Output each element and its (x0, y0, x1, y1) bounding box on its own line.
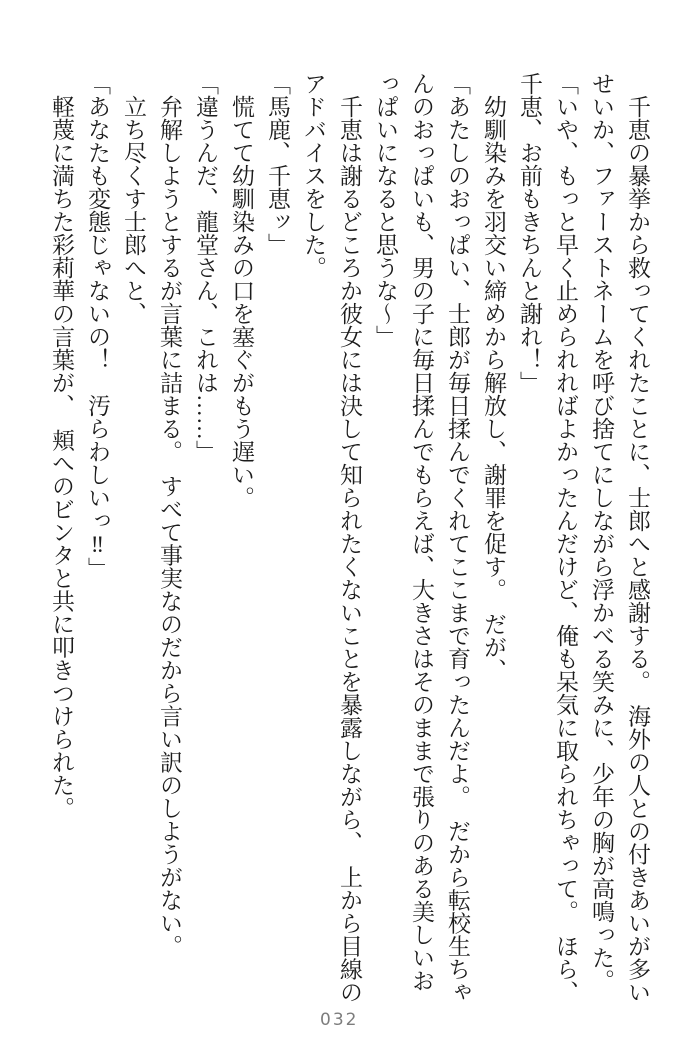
text-column: っぱいになると思うな〜」 (373, 72, 398, 348)
text-column: 千恵の暴挙から救ってくれたことに、士郎へと感謝する。 海外の人との付きあいが多い (625, 72, 650, 1004)
page-number: 032 (320, 1010, 359, 1030)
text-column: んのおっぱいも、男の子に毎日揉んでもらえば、大きさはそのままで張りのある美しいお (409, 72, 434, 992)
text-column: 「馬鹿、千恵ッ」 (265, 72, 290, 256)
text-column: 「あなたも変態じゃないの！ 汚らわしいっ‼」 (85, 72, 110, 580)
text-column: 「いや、もっと早く止められればよかったんだけど、俺も呆気に取られちゃって。 ほら、 (553, 72, 578, 1004)
text-column: 慌てて幼馴染みの口を塞ぐがもう遅い。 (229, 72, 254, 509)
text-column: 「あたしのおっぱい、士郎が毎日揉んでくれてここまで育ったんだよ。 だから転校生ちゃ (445, 72, 470, 1004)
text-column: アドバイスをした。 (301, 72, 326, 279)
text-column: せいか、ファーストネームを呼び捨てにしながら浮かべる笑みに、少年の胸が高鳴った。 (589, 72, 614, 992)
text-column: 軽蔑に満ちた彩莉華の言葉が、 頬へのビンタと共に叩きつけられた。 (49, 72, 74, 820)
text-column: 立ち尽くす士郎へと、 (121, 72, 146, 325)
text-column: 「違うんだ、龍堂さん、これは……」 (193, 72, 218, 463)
text-column: 千恵、お前もきちんと謝れ！」 (517, 72, 542, 394)
text-column: 幼馴染みを羽交い締めから解放し、謝罪を促す。 だが、 (481, 72, 506, 682)
text-column: 弁解しようとするが言葉に詰まる。 すべて事実なのだから言い訳のしようがない。 (157, 72, 182, 958)
text-column: 千恵は謝るどころか彼女には決して知られたくないことを暴露しながら、 上から目線の (337, 72, 362, 1004)
vertical-text-block (43, 72, 655, 1034)
